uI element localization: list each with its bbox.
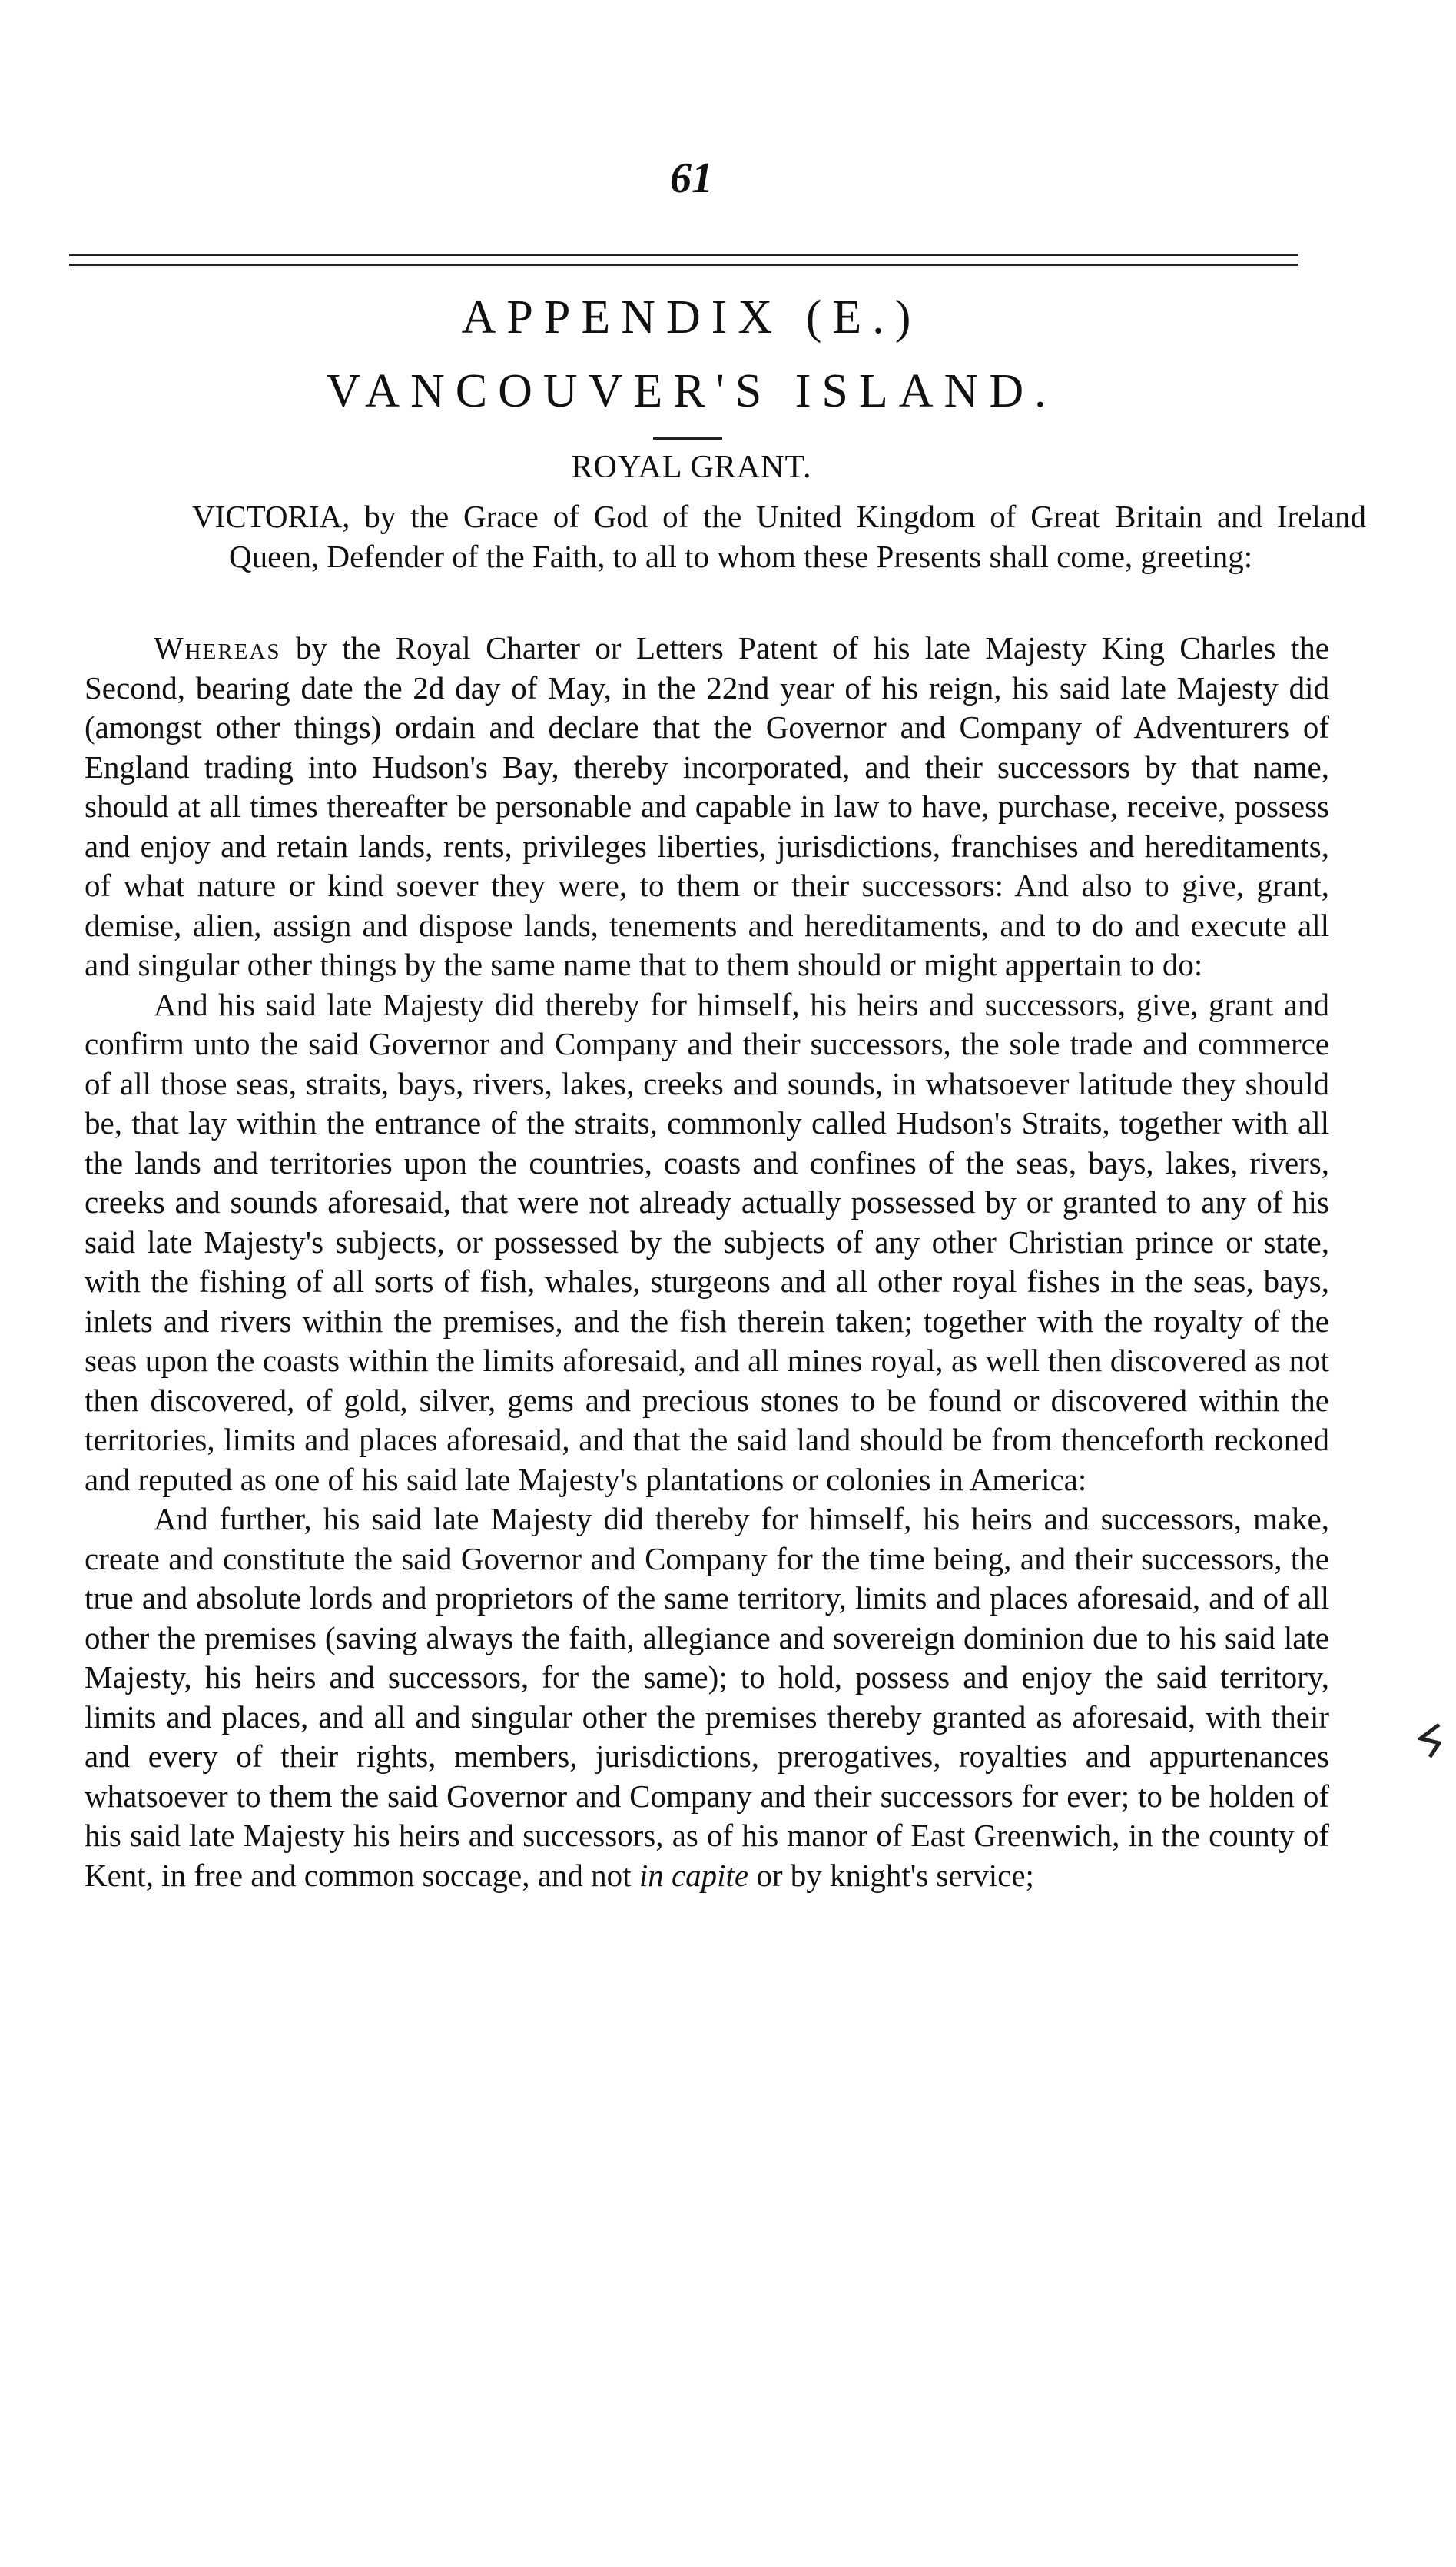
paragraph-grant [85, 985, 1329, 1500]
latin-phrase: in capite [638, 1857, 749, 1893]
grant-heading: ROYAL GRANT. [571, 450, 812, 485]
paragraph-proprietors [85, 1499, 1329, 1895]
whereas-lead: Whereas [154, 630, 281, 666]
appendix-title: APPENDIX (E.) [461, 291, 922, 344]
body-text [85, 629, 1329, 1895]
header-double-rule [69, 254, 1298, 266]
page-number: 61 [670, 154, 713, 202]
margin-mark [1418, 1722, 1441, 1760]
paragraph-text: by the Royal Charter or Letters Patent of his late Majesty King Charles the Second, bearing date the 2d day of May, in the 22nd year of his reign, his said late Majesty did (amongst other things) ordain and declare that the Governor and Company of Adventurers of England trading into Hudson's Bay, thereby incorporated, and their successors by that name, should at all times thereafter be personable and capable in law to have, purchase, receive, possess and enjoy and retain lands, rents, privileges liberties, jurisdictions, franchises and hereditaments, of what nature or kind soever they were, to them or their successors: And also to give, grant, demise, alien, assign and dispose lands, tenements and hereditaments, and to do and execute all and singular other things by the same name that to them should or might appertain to do: [85, 630, 1329, 982]
paragraph-text: And further, his said late Majesty did thereby for himself, his heirs and successors, make, create and constitute the said Governor and Company for the time being, and their successors, the true and absolute lords and proprietors of the same territory, limits and places aforesaid, and of all other the premises (saving always the faith, allegiance and sovereign dominion due to his said late Majesty, his heirs and successors, for the same); to hold, possess and enjoy the said territory, limits and places, and all and singular other the premises thereby granted as aforesaid, with their and every of their rights, members, jurisdictions, prerogatives, royalties and appurtenances whatsoever to them the said Governor and Company and their successors for ever; to be holden of his said late Majesty his heirs and successors, as of his manor of East Greenwich, in the county of Kent, in free and common soccage, and not [85, 1501, 1329, 1893]
paragraph-text: And his said late Majesty did thereby for himself, his heirs and successors, give, grant and confirm unto the said Governor and Company and their successors, the sole trade and commerce of all those seas, straits, bays, rivers, lakes, creeks and sounds, in whatsoever latitude they should be, that lay within the entrance of the straits, commonly called Hudson's Straits, together with all the lands and territories upon the countries, coasts and confines of the seas, bays, lakes, rivers, creeks and sounds aforesaid, that were not already actually possessed by or granted to any of his said late Majesty's subjects, or possessed by the subjects of any other Christian prince or state, with the fishing of all sorts of fish, whales, sturgeons and all other royal fishes in the seas, bays, inlets and rivers within the premises, and the fish therein taken; together with the royalty of the seas upon the coasts within the limits aforesaid, and all mines royal, as well then discovered as not then discovered, of gold, silver, gems and precious stones to be found or discovered within the territories, limits and places aforesaid, and that the said land should be from thenceforth reckoned and reputed as one of his said late Majesty's plantations or colonies in America: [85, 986, 1329, 1497]
section-title: VANCOUVER'S ISLAND. [326, 365, 1057, 417]
paragraph-whereas [85, 629, 1329, 985]
intro-paragraph: VICTORIA, by the Grace of God of the United Kingdom of Great Britain and Ireland Queen, Defender of the Faith, to all to whom these Presents shall come, greeting: [192, 499, 1366, 574]
paragraph-tail: or by knight's service; [748, 1857, 1034, 1893]
title-divider [653, 437, 722, 440]
